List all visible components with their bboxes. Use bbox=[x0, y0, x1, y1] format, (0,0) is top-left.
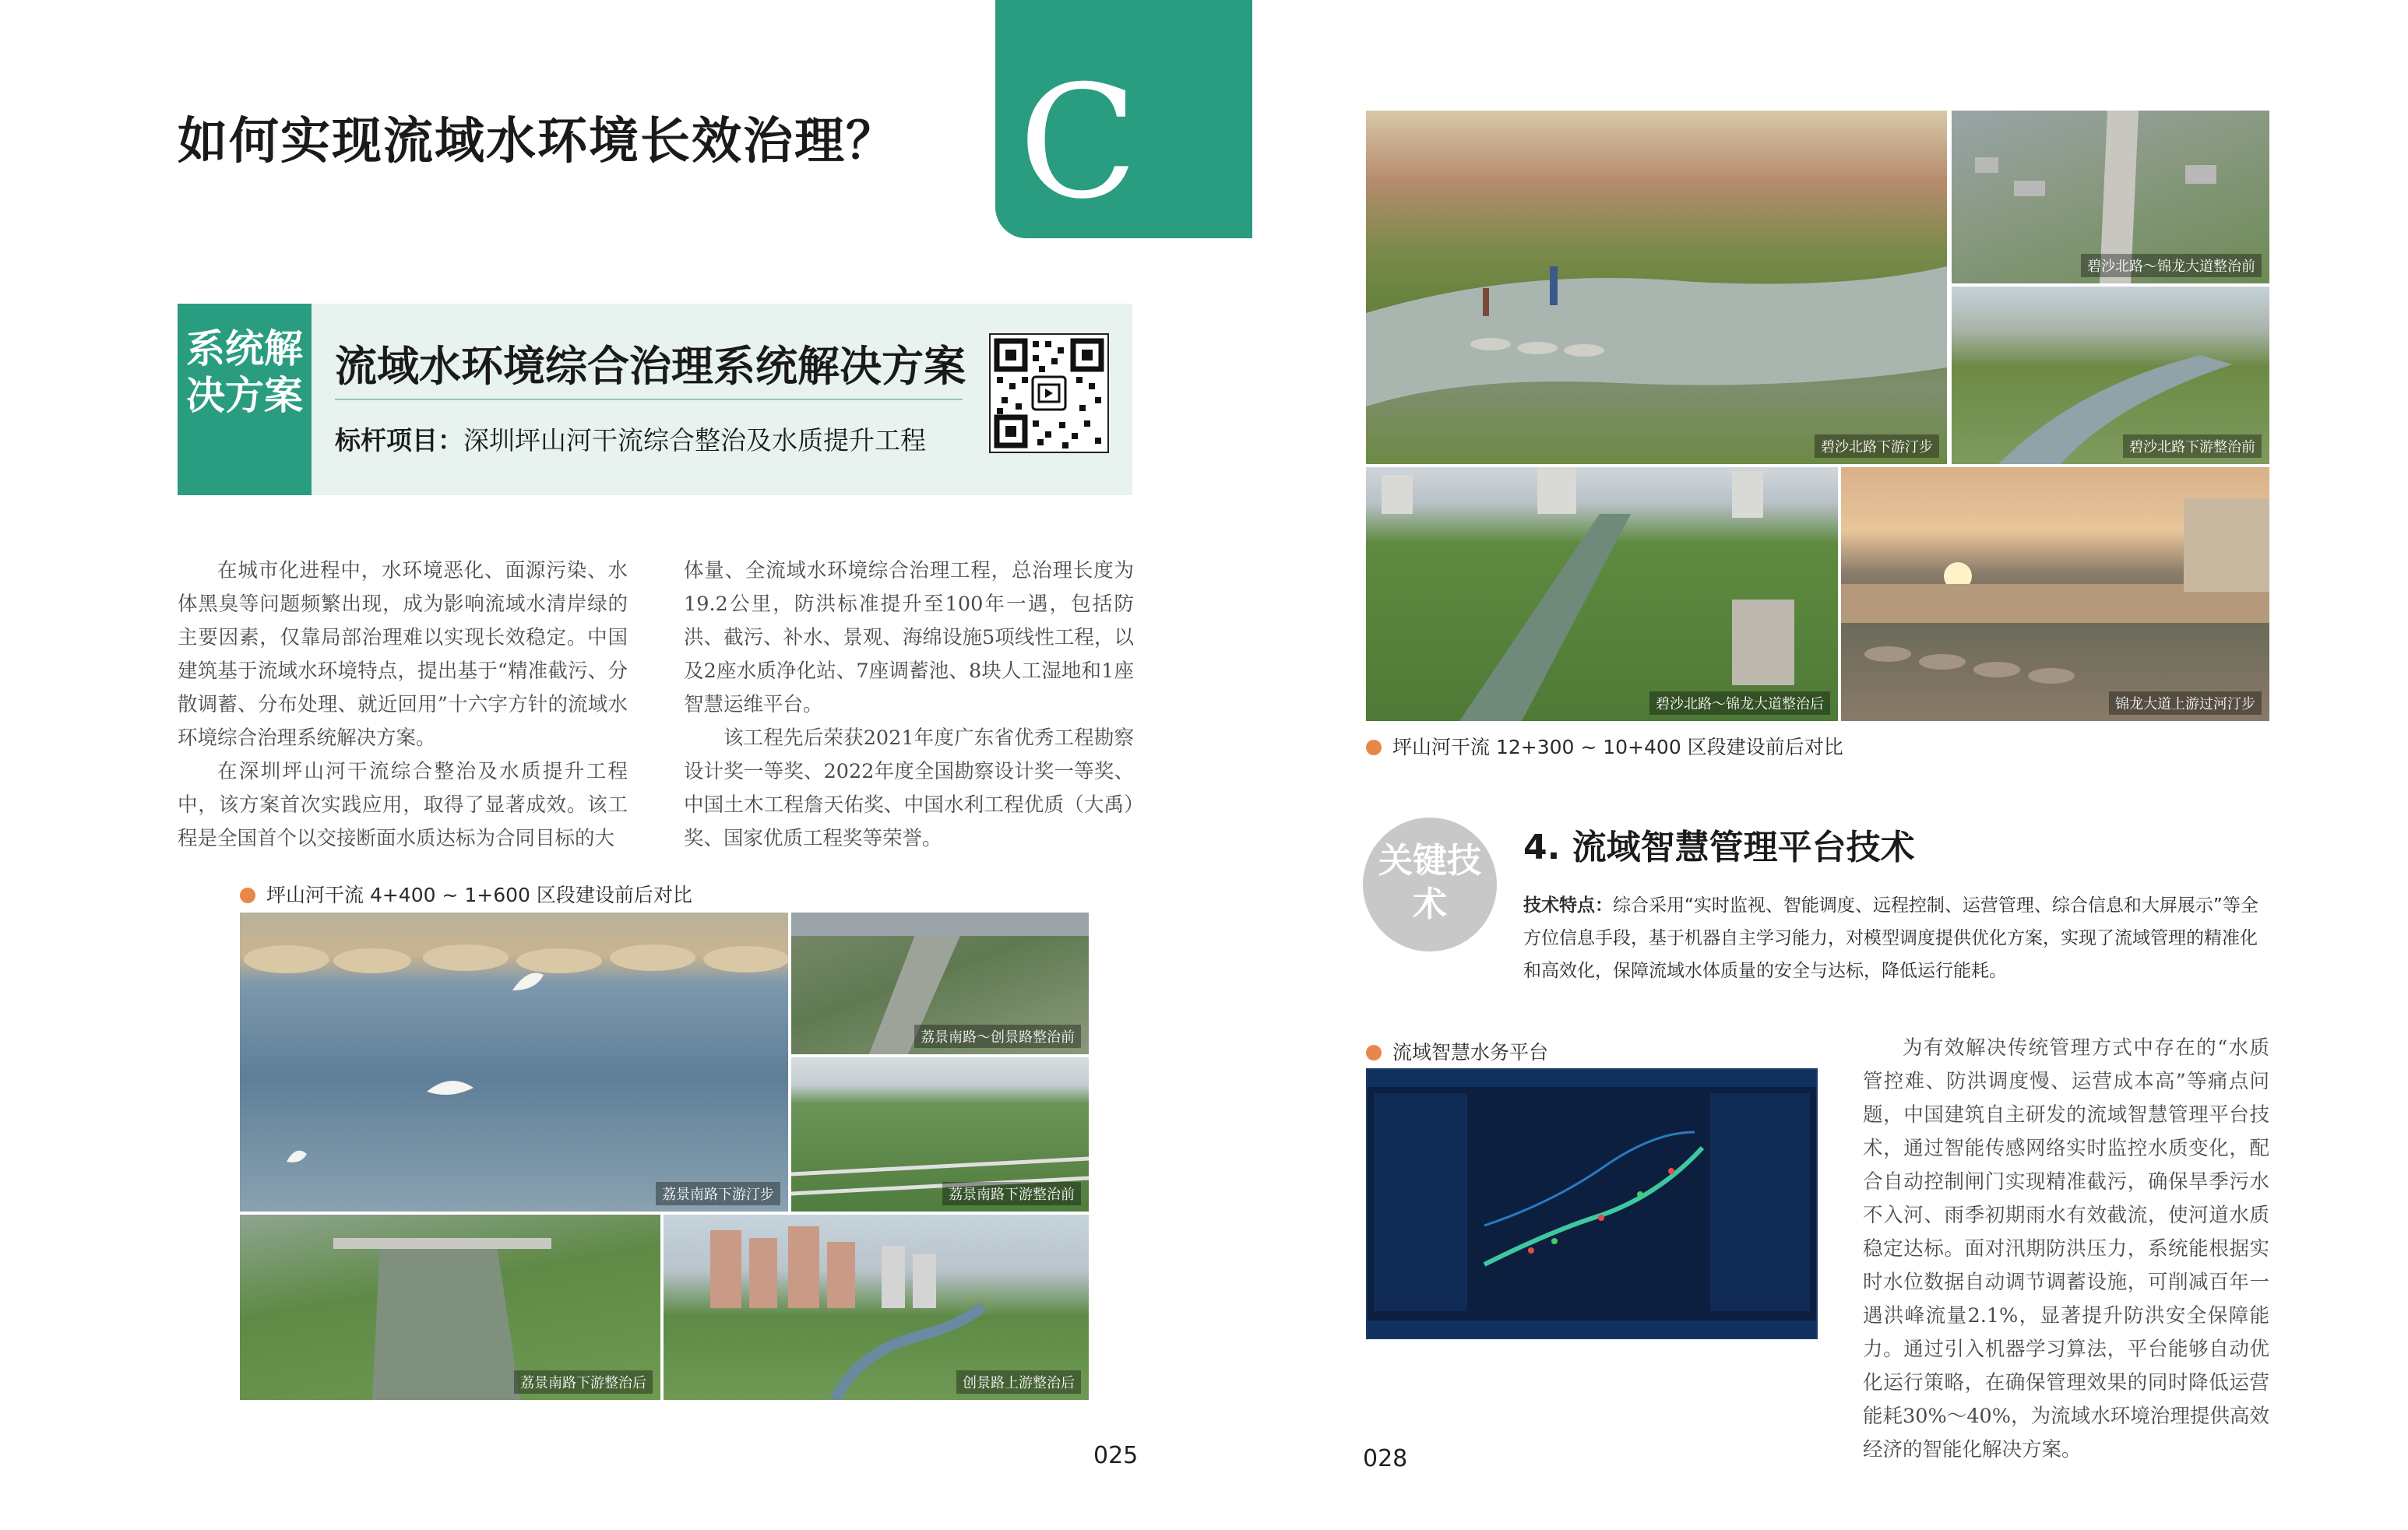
photo-label: 碧沙北路～锦龙大道整治前 bbox=[2081, 254, 2262, 277]
body-paragraph: 该工程先后荣获2021年度广东省优秀工程勘察设计奖一等奖、2022年度全国勘察设计奖一等奖、中国土木工程詹天佑奖、中国水利工程优质（大禹）奖、国家优质工程奖等荣誉。 bbox=[684, 726, 1134, 850]
platform-caption bbox=[1366, 1037, 1548, 1065]
bullet-dot-icon bbox=[240, 888, 255, 903]
smart-water-platform-screenshot bbox=[1366, 1068, 1818, 1339]
section-4-description bbox=[1523, 889, 2269, 987]
photo-aerial-before-right bbox=[1952, 111, 2269, 283]
photo-label: 荔景南路～创景路整治前 bbox=[914, 1025, 1081, 1048]
section-letter: C bbox=[1019, 52, 1139, 234]
banner-sub-text: 深圳坪山河干流综合整治及水质提升工程 bbox=[463, 425, 926, 455]
page-title: 如何实现流域水环境长效治理？ bbox=[178, 113, 897, 171]
banner-sub-label: 标杆项目： bbox=[335, 425, 463, 455]
section-4-text: 综合采用“实时监视、智能调度、远程控制、运营管理、综合信息和大屏展示”等全方位信息手段，基于机器自主学习能力，对模型调度提供优化方案，实现了流域管理的精准化和高效化，保障流域水体质量的安全与达标，降低运行能耗。 bbox=[1523, 895, 2258, 981]
photo-caption-text: 坪山河干流 12+300 ~ 10+400 区段建设前后对比 bbox=[1392, 736, 1843, 758]
photo-label: 创景路上游整治后 bbox=[956, 1370, 1081, 1394]
page-number: 028 bbox=[1363, 1445, 1408, 1472]
photo-caption-text: 坪山河干流 4+400 ~ 1+600 区段建设前后对比 bbox=[266, 884, 692, 906]
photo-marsh-before bbox=[791, 1057, 1089, 1212]
page-number: 025 bbox=[1093, 1442, 1139, 1469]
bullet-dot-icon bbox=[1366, 740, 1382, 755]
photo-caption bbox=[1366, 732, 1843, 760]
photo-label: 荔景南路下游整治前 bbox=[942, 1182, 1081, 1205]
photo-label: 锦龙大道上游过河汀步 bbox=[2109, 691, 2262, 715]
photo-city-river-after bbox=[664, 1215, 1089, 1400]
qr-code-icon[interactable] bbox=[989, 333, 1109, 453]
platform-caption-text: 流域智慧水务平台 bbox=[1392, 1041, 1549, 1064]
photo-river-after-right bbox=[1366, 467, 1838, 721]
body-column-1 bbox=[178, 554, 628, 856]
body-paragraph: 在深圳坪山河干流综合整治及水质提升工程中，该方案首次实践应用，取得了显著成效。该工程是全国首个以交接断面水质达标为合同目标的大 bbox=[178, 760, 628, 850]
body-paragraph: 为有效解决传统管理方式中存在的“水质管控难、防洪调度慢、运营成本高”等痛点问题，中国建筑自主研发的流域智慧管理平台技术，通过智能传感网络实时监控水质变化，配合自动控制闸门实现精准截污，确保旱季污水不入河、雨季初期雨水有效截流，使河道水质稳定达标。面对汛期防洪压力，系统能根据实时水位数据自动调节调蓄设施，可削减百年一遇洪峰流量2.1%，显著提升防洪安全保障能力。通过引入机器学习算法，平台能够自动优化运行策略，在确保管理效果的同时降低运营能耗30%～40%，为流域水环境治理提供高效经济的智能化解决方案。 bbox=[1863, 1036, 2269, 1461]
photo-aerial-before bbox=[791, 913, 1089, 1054]
banner-title: 流域水环境综合治理系统解决方案 bbox=[335, 342, 966, 391]
banner-subtitle bbox=[335, 420, 926, 457]
body-paragraph: 在城市化进程中，水环境恶化、面源污染、水体黑臭等问题频繁出现，成为影响流域水清岸绿的主要因素，仅靠局部治理难以实现长效稳定。中国建筑基于流域水环境特点，提出基于“精准截污、分散调蓄、分布处理、就近回用”十六字方针的流域水环境综合治理系统解决方案。 bbox=[178, 559, 628, 750]
photo-egrets-stepping-stones bbox=[240, 913, 788, 1212]
body-column-3 bbox=[1863, 1032, 2269, 1467]
photo-river-after bbox=[240, 1215, 660, 1400]
photo-river-before-right bbox=[1952, 287, 2269, 464]
photo-label: 碧沙北路下游汀步 bbox=[1815, 434, 1939, 458]
photo-caption bbox=[240, 880, 692, 908]
key-tech-label: 关键技术 bbox=[1378, 841, 1481, 924]
section-4-title: 4. 流域智慧管理平台技术 bbox=[1523, 828, 1915, 867]
photo-sunset-stepping-stones bbox=[1841, 467, 2269, 721]
banner-divider bbox=[335, 399, 963, 400]
section-4-label: 技术特点： bbox=[1523, 895, 1613, 916]
photo-stepping-stones-people bbox=[1366, 111, 1947, 464]
photo-label: 荔景南路下游整治后 bbox=[514, 1370, 653, 1394]
photo-label: 碧沙北路～锦龙大道整治后 bbox=[1649, 691, 1830, 715]
banner-tag: 系统解决方案 bbox=[186, 326, 303, 418]
body-paragraph: 体量、全流域水环境综合治理工程，总治理长度为19.2公里，防洪标准提升至100年一遇，包括防洪、截污、补水、景观、海绵设施5项线性工程，以及2座水质净化站、7座调蓄池、8块人工湿地和1座智慧运维平台。 bbox=[684, 559, 1134, 716]
bullet-dot-icon bbox=[1366, 1045, 1382, 1060]
photo-label: 荔景南路下游汀步 bbox=[656, 1182, 780, 1205]
body-column-2 bbox=[684, 554, 1134, 856]
photo-label: 碧沙北路下游整治前 bbox=[2123, 434, 2262, 458]
